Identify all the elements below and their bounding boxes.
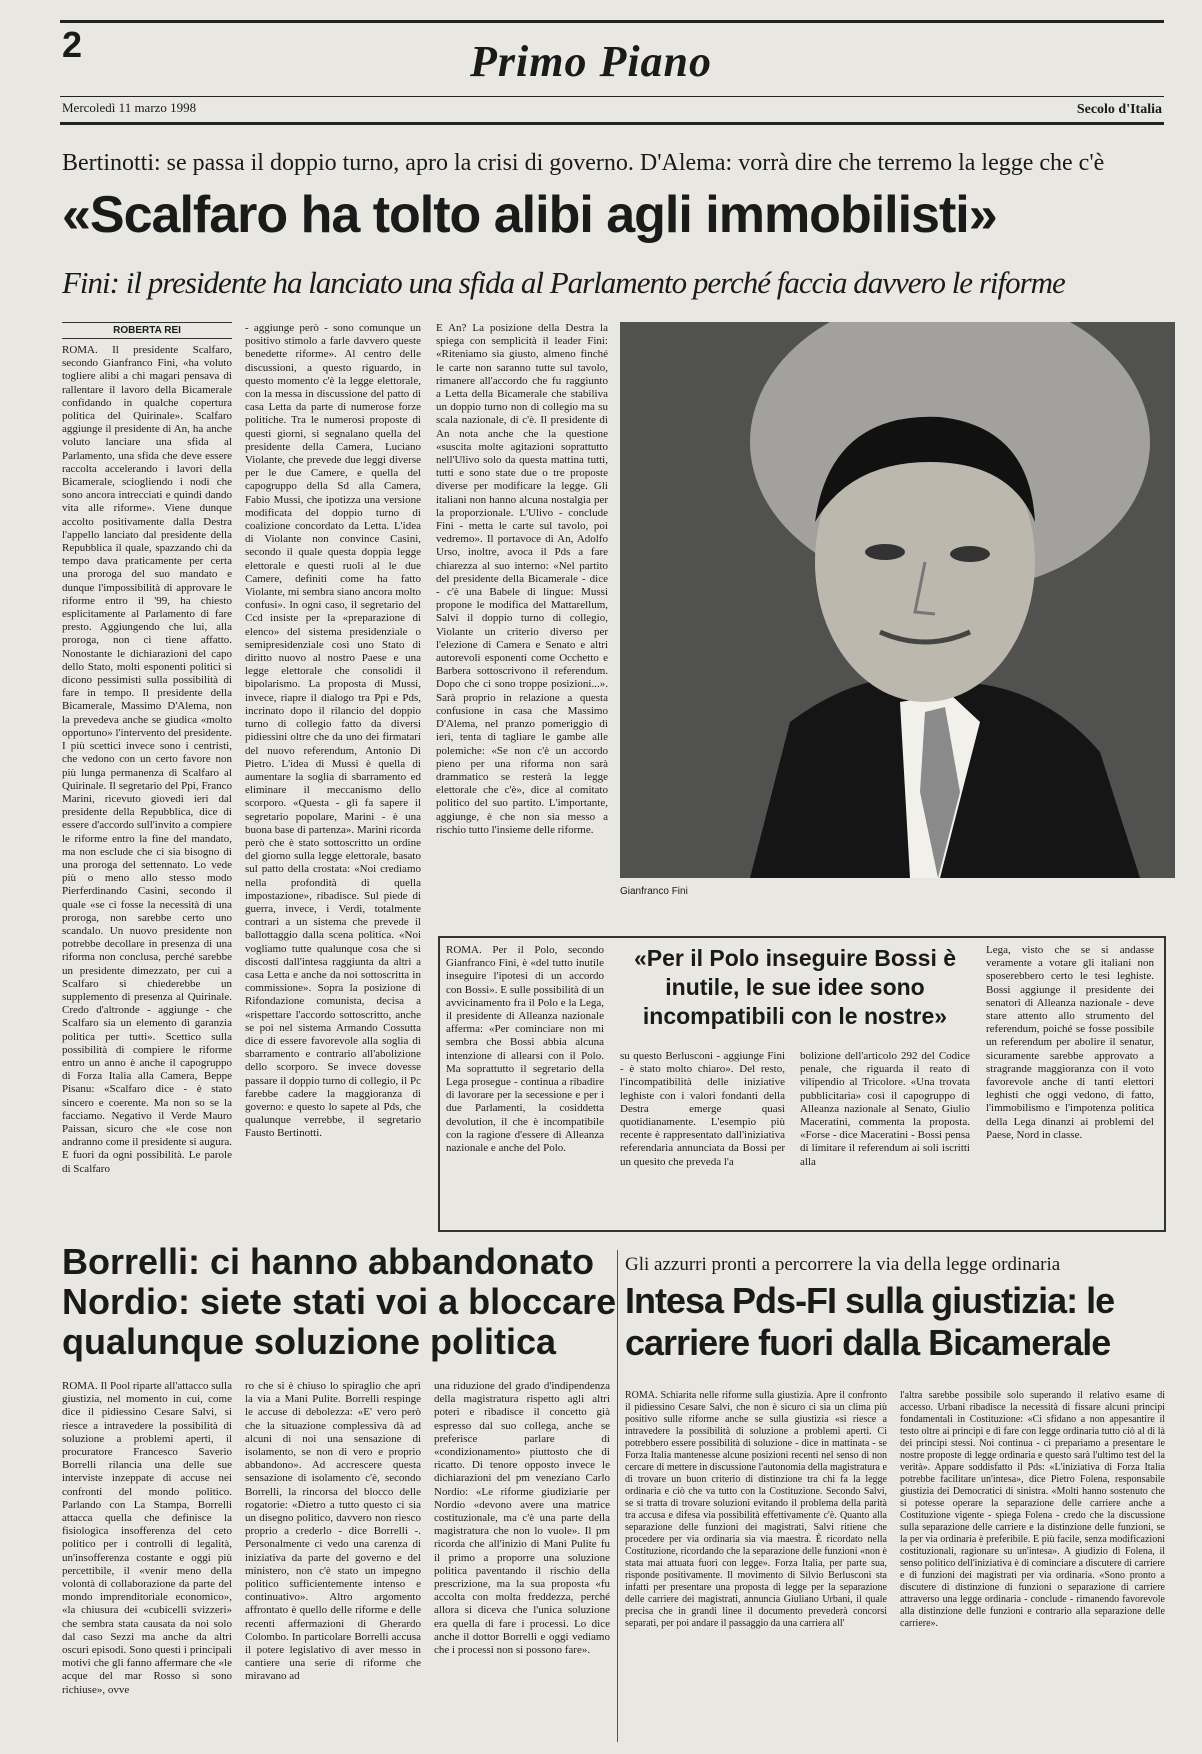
- boxed-column-1: ROMA. Per il Polo, secondo Gianfranco Fini, è «del tutto inutile inseguire l'ipotesi di un accordo con Bossi». E sulle possibilità di un avvicinamento fra il Polo e la Lega, il presidente di Alleanza nazionale afferma: «Per cominciare non mi sembra che Bossi abbia alcuna intenzione di allearsi con il Polo. Ma soprattutto il segretario della Lega prosegue - continua a ribadire di lavorare per la secessione e per i due Parlamenti, la cosiddetta devolution, il che è incompatibile con la ragione d'essere di Alleanza nazionale e anche del Polo.: [446, 944, 604, 1155]
- byline: ROBERTA REI: [62, 322, 232, 339]
- main-column-1: ROMA. Il presidente Scalfaro, secondo Gianfranco Fini, «ha voluto togliere alibi a chi magari pensava di rallentare il lavoro della Bicamerale confidando in qualche copertura politica del Quirinale». Scalfaro aggiunge il presidente di An, ha anche voluto lanciare una sfida al Parlamento, una sfida che deve essere raccolta accelerando i lavori della Bicamerale, sciogliendo i nodi che sono ancora intrecciati e quindi dando vita alle riforme». Viene dunque accolto positivamente dalla Destra l'appello lanciato dal presidente della Repubblica il quale, spazzando chi da tempo dava praticamente per certa una proroga del suo mandato e dunque l'impossibilità di approvare le riforme entro il '99, ha chiesto esplicitamente al Parlamento di fare presto. Aggiungendo che lui, alla proroga, non ci tiene affatto. Nonostante le dichiarazioni del capo dello Stato, molti esponenti politici si dicono pessimisti sulla possibilità di fare in tempo. Il presidente della Bicamerale, Massimo D'Alema, non la prevedeva anche se giudica «molto opportuno» l'intervento del presidente. I più scettici invece sono i centristi, che vedono con un certo favore non più lunga permanenza di Scalfaro al Quirinale. Il segretario del Ppi, Franco Marini, ricevuto giovedì ieri dal presidente della Repubblica, dice di essere d'accordo sull'invito a compiere le riforme entro la fine del mandato, ma non esclude che ci sia bisogno di una proroga del settennato. Lo vede più o meno allo stesso modo Pierferdinando Casini, secondo il quale «se ci fosse la necessità di una proroga, non sarebbe certo uno scandalo. Un nuovo presidente non potrebbe decollare in presenza di una riforma non conclusa, perché sarebbe un presidente dimezzato, per cui a Scalfaro si chiederebbe un supplemento di presenza al Quirinale. Credo d'altronde - aggiunge - che Scalfaro sia un elemento di garanzia politica per tutti». Scettico sulla possibilità di compiere le riforme entro un anno è anche il capogruppo di Forza Italia alla Camera, Beppe Pisanu: «Scalfaro dice - è stato sincero e coerente. Ma non so se la facciamo. Negativo il Verde Mauro Paissan, sicuro che «le cose non andranno come il presidente si augura. E fuori da ogni possibilità. Le parole di Scalfaro: [62, 344, 232, 1175]
- column-divider: [617, 1250, 618, 1742]
- top-rule: [60, 20, 1164, 23]
- borrelli-column-1: ROMA. Il Pool riparte all'attacco sulla giustizia, nel momento in cui, come dice il pidiessino Cesare Salvi, si riesce a intravedere la possibilità di soluzione a problemi aperti, il procuratore Francesco Saverio Borrelli rilancia una delle sue interviste inzeppate di accuse nei confronti del mondo politico. Parlando con La Stampa, Borrelli attacca quella che definisce la fisiologica insofferenza del ceto politico per i controlli di legalità, un'insofferenza costante e oggi più percettibile, il «venir meno della volontà di collaborazione da parte del mondo imprenditoriale economico», «la chiusura dei «cubicelli svizzeri» che sembra stata causata da noi solo dal caso Sezzi ma anche da altri oscuri episodi. Sono questi i principali motivi che gli fanno affermare che «le acque del mar Rosso si sono richiuse», ovve: [62, 1380, 232, 1696]
- issue-date: Mercoledì 11 marzo 1998: [62, 100, 197, 115]
- main-kicker: Bertinotti: se passa il doppio turno, apro la crisi di governo. D'Alema: vorrà dire che terremo la legge che c'è: [62, 150, 1105, 176]
- page-number: 2: [62, 24, 83, 65]
- intesa-headline: Intesa Pds-FI sulla giustizia: le carriere fuori dalla Bicamerale: [625, 1280, 1115, 1363]
- photo-caption: Gianfranco Fini: [620, 886, 688, 897]
- main-subheadline: Fini: il presidente ha lanciato una sfida al Parlamento perché faccia davvero le riforme: [62, 265, 1065, 300]
- intesa-kicker: Gli azzurri pronti a percorrere la via della legge ordinaria: [625, 1254, 1061, 1275]
- section-title: Primo Piano: [470, 37, 713, 86]
- intesa-column-1: ROMA. Schiarita nelle riforme sulla giustizia. Apre il confronto il pidiessino Cesare Salvi, che non è sicuro ci sia un clima più positivo sulle riforme anche se sulla giustizia «si riesce a intravedere la possibilità di soluzione a problemi aperti. Ci potrebbero essere possibilità di soluzione - dice in mattinata - se Forza Italia mantenesse alcune posizioni recenti nel senso di non cercare di mettere in discussione l'autonomia della magistratura e di trovare un buon criterio di distinzione tra chi fa la legge ordinaria e ciò che va tutto con la Costituzione. Secondo Salvi, se si tratta di trovare soluzioni evitando il problema della parità tra accusa e difesa via possibilità effettivamente c'è. Quanto alla separazione delle funzioni dei magistrati, Salvi ritiene che procedere per via ordinaria sia via maestra. È ricordato nella Costituzione, ricordando che la separazione delle funzioni «non è stata mai attuata fuori con legge». Forza Italia, per parte sua, risponde positivamente. Il movimento di Silvio Berlusconi sta infatti per presentare una proposta di legge per la separazione delle carriere dei magistrati, annuncia Giuliano Urbani, il quale precisa che in grandi linee il documento prevederà concorsi separati, per poi andare il passaggio da una carriera all': [625, 1390, 887, 1629]
- borrelli-column-2: ro che si è chiuso lo spiraglio che aprì la via a Mani Pulite. Borrelli respinge le accuse di debolezza: «E' vero però che la situazione complessiva dà ad alcuni di noi una sensazione di isolamento, se non di vero e proprio abbandono». Ad accrescere questa sensazione di isolamento c'è, secondo Borrelli, la rincorsa del blocco delle rogatorie: «Dietro a tutto questo ci sia un disegno politico, davvero non riesco proprio a crederlo - dice Borrelli -. Personalmente ci vedo una carenza di iniziativa da parte del governo e del ministero, non c'è stato un impegno politico sufficientemente intenso e continuativo». Altro argomento affrontato è quello delle riforme e delle recenti affermazioni di Gherardo Colombo. In particolare Borrelli accusa il potere legislativo di aver messo in cantiere una serie di riforme che miravano ad: [245, 1380, 421, 1683]
- borrelli-column-3: una riduzione del grado d'indipendenza della magistratura rispetto agli altri poteri e ribadisce il concetto già espresso dal suo collega, anche se preferisce parlare di «condizionamento» piuttosto che di ricatto. Di tenore opposto invece le dichiarazioni del pm veneziano Carlo Nordio: «Le riforme giudiziarie per Nordio «devono avere una matrice costituzionale, ma c'è una parte della magistratura che non lo vuole». Il pm ricorda che all'inizio di Mani Pulite fu il primo a proporre una soluzione politica paventando il rischio della prescrizione, ma la sua proposta «fu accolta con molta freddezza, perché allora si diceva che l'unica soluzione era quella di fare i processi. Lo dice anche il dottor Borrelli e oggi vediamo che i processi non si possono fare».: [434, 1380, 610, 1657]
- borrelli-headline: Borrelli: ci hanno abbandonato Nordio: siete stati voi a bloccare qualunque soluzione politica: [62, 1241, 617, 1362]
- intesa-column-2: l'altra sarebbe possibile solo superando il relativo esame di accesso. Urbani ribadisce la necessità di fissare alcuni principi fondamentali in Costituzione: «Ci sfidano a non appesantire il testo oltre ai principi e di fare con legge ordinaria tutto ciò al di là dei principi stessi. Noi continua - ci prepariamo a presentare le nostre proposte di legge ordinaria e questo sarà l'ultimo test del la verità». Appare soddisfatto il Pds: «L'iniziativa di Forza Italia potrebbe facilitare un'intesa», dice Pietro Folena, responsabile giustizia dei Democratici di sinistra. «Molti hanno sostenuto che si potesse operare la separazione delle carriere anche a Costituzione vigente - spiega Folena - credo che la discussione sulla separazione delle carriere e la distinzione delle funzioni, se la per via ordinaria è preferibile. E più facile, senza modificazioni costituzionali, ragionare su un'intesa». A giudizio di Folena, il senso politico dell'iniziativa è di cominciare a discutere di carriere e di funzioni dei magistrati per via ordinaria. «Sono pronto a discutere di distinzione di funzioni o separazione di carriere attraverso una legge ordinaria - conclude - rimanendo favorevole alla distinzione delle funzioni e contrario alla separazione delle carriere».: [900, 1390, 1165, 1629]
- paper-name: Secolo d'Italia: [1076, 102, 1162, 117]
- boxed-headline: «Per il Polo inseguire Bossi è inutile, le sue idee sono incompatibili con le nostre»: [633, 945, 957, 1029]
- boxed-column-3: bolizione dell'articolo 292 del Codice penale, che riguarda il reato di vilipendio al Tricolore. «Una trovata pubblicitaria» così il capogruppo di Alleanza nazionale al Senato, Giulio Maceratini, commenta la proposta. «Forse - dice Maceratini - Bossi pensa di limitare il referendum ai soli iscritti alla: [800, 1050, 970, 1168]
- main-headline: «Scalfaro ha tolto alibi agli immobilisti»: [62, 186, 997, 244]
- main-column-2: - aggiunge però - sono comunque un positivo stimolo a farle davvero queste benedette riforme». Al centro delle discussioni, a questo riguardo, in questo momento c'è la legge elettorale, con la messa in discussione del patto di casa Letta da parte di numerose forze politiche. Tra le numerosi proposte di questi giorni, si segnalano quella del presidente della Camera, Luciano Violante, che prevede due leggi diverse per le due Camere, e quella del capogruppo della Sd alla Camera, Fabio Mussi, che ipotizza una versione modificata del doppio turno di coalizione concordato da Letta. L'idea di Violante non convince Casini, secondo il quale questa doppia legge elettorale e questi ruoli al le due Camere, definiti come ha fatto Violante, mi sembra siano ancora molto confusi». In ogni caso, il segretario del Ccd insiste per la «preparazione di elenco» del sistema presidenziale o semipresidenziale così uno Stato di diritto nuovo al nostro Paese e una legge elettorale che consolidi il bipolarismo. La proposta di Mussi, invece, riapre il dialogo tra Ppi e Pds, incrinato dopo il rilancio del doppio turno di collegio fatto da diversi pidiessini oltre che da uno dei firmatari del nuovo referendum, Antonio Di Pietro. L'idea di Mussi è quella di aumentare la soglia di sbarramento ed eliminare il meccanismo dello scorporo. «Questa - gli fa sapere il segretario popolare, Marini - è una buona base di partenza». Marini ricorda però che è stato sottoscritto un ordine del giorno sulla legge elettorale, basato sul patto della crostata: «Noi crediamo nella profondità di quella impostazione», ribadisce. Sul piede di guerra, invece, i Verdi, totalmente contrari a un sistema che prevede il ballottaggio dalla scena politica. «Noi vogliamo tutte qualunque cosa che si discosti dall'intesa raggiunta da altri a casa Letta e anche da noi sottoscritta in commissione». Sopra la posizione di Rifondazione comunista, decisa a «rispettare l'accordo sottoscritto, anche se poi nel sistema Armando Cossutta dice di essere favorevole alla soglia di sbarramento e contrario all'abolizione dello scorporo. Se invece dovesse passare il doppio turno di collegio, il Pc farebbe cadere la maggioranza di governo: e questo lo sapete al Pds, che qualunque verrebbe, il segretario Fausto Bertinotti.: [245, 322, 421, 1140]
- masthead-rule: [60, 96, 1164, 97]
- main-column-3: E An? La posizione della Destra la spiega con semplicità il leader Fini: «Riteniamo sia giusto, almeno finché le carte non saranno tutte sul tavolo, rimanere all'accordo che fu raggiunto a Letta della Bicamerale che stabiliva un doppio turno non di collegio ma su scala nazionale, di c'è. Il presidente di An nota anche che la questione «suscita molte agitazioni soprattutto nell'Ulivo solo da questa mattina tutti, tutti e sono state due o tre proposte diverse per modificare la legge. Gli italiani non hanno alcuna nostalgia per la proporzionale. L'Ulivo - conclude Fini - metta le carte sul tavolo, poi vedremo». Il portavoce di An, Adolfo Urso, inoltre, avoca il Pds a fare chiarezza al suo interno: «Nel partito del presidente della Bicamerale - dice - c'è una Babele di lingue: Mussi propone le modifica del Mattarellum, Salvi il doppio turno di collegio, Violante un criterio diverso per l'elezione di Camera e Senato e altri autorevoli esponenti come Occhetto e Barbera sottoscrivono il referendum. Dopo che ci sono troppe posizioni...». Sarà proprio in relazione a questa confusione in casa che Massimo D'Alema, nel pranzo pomeriggio di ieri, tenta di tagliare le gambe alle polemiche: «Se non c'è un accordo pieno per una riforma non sarà drammatico se resterà la legge elettorale che c'è», dice al comitato politico del suo partito. L'importante, aggiunge, è che non sia messo a rischio tutto l'insieme delle riforme.: [436, 322, 608, 836]
- portrait-illustration: [620, 322, 1175, 878]
- boxed-column-2: su questo Berlusconi - aggiunge Fini - è stato molto chiaro». Del resto, l'incompatibilità delle iniziative leghiste con i valori fondanti della Destra emerge quasi quotidianamente. L'esempio più recente è rappresentato dall'iniziativa referendaria annunciata da Bossi per un quesito che preveda l'a: [620, 1050, 785, 1168]
- masthead-bottom-rule: [60, 122, 1164, 125]
- boxed-column-4: Lega, visto che se si andasse veramente a votare gli italiani non sposerebbero certo le tesi leghiste. Bossi aggiunge il presidente dei senatori di Alleanza nazionale - deve stare attento allo strumento del referendum, poiché se fosse possibile un referendum per abolire il senatur, sicuramente sarebbe approvato a stragrande maggioranza con il voto favorevole anche di tanti elettori leghisti che oggi vedono, di fatto, l'immobilismo e l'impotenza politica della Lega dinanzi ai problemi del Paese, Nord in classe.: [986, 944, 1154, 1141]
- portrait-photo: [620, 322, 1175, 878]
